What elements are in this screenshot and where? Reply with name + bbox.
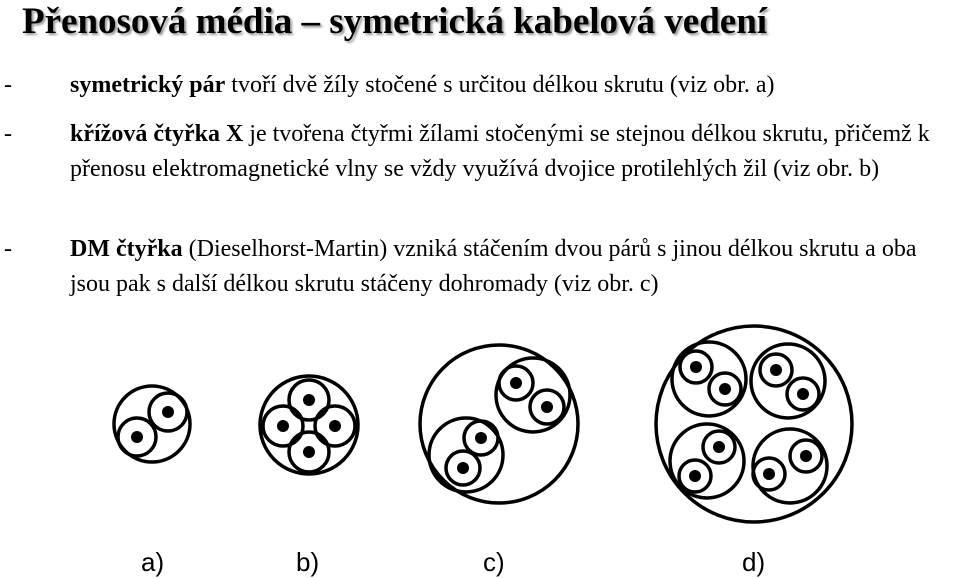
bullet-dash: - [4,236,12,262]
figure-b-star-quad [260,376,358,474]
figure-label-d: d) [742,547,766,577]
figure-d-quad-bundle [656,326,852,522]
bullet-dash: - [4,121,12,147]
bullet-dash: - [4,72,12,98]
term-dm-ctyrka: DM čtyřka [70,236,183,262]
figure-label-a: a) [141,547,165,577]
description: je tvořena čtyřmi žílami stočenými se stejnou délkou skrutu, přičemž k přenosu elektromagnetické vlny se vždy využívá dvojice protilehlých žil (viz obr. b) [70,121,930,182]
term-symetricky-par: symetrický pár [70,72,226,98]
figure-a-symmetric-pair [114,386,190,462]
figure-label-c: c) [483,547,505,577]
figure-label-b: b) [296,547,320,577]
page-title: Přenosová média – symetrická kabelová vedení [22,1,768,42]
term-krizova-ctyrka: křížová čtyřka X [70,121,244,147]
description: tvoří dvě žíly stočené s určitou délkou skrutu (viz obr. a) [225,72,775,98]
description: (Dieselhorst-Martin) vzniká stáčením dvou párů s jinou délkou skrutu a oba jsou pak s další délkou skrutu stáčeny dohromady (viz obr. c) [70,236,917,297]
figure-c-dm-quad [420,345,578,503]
